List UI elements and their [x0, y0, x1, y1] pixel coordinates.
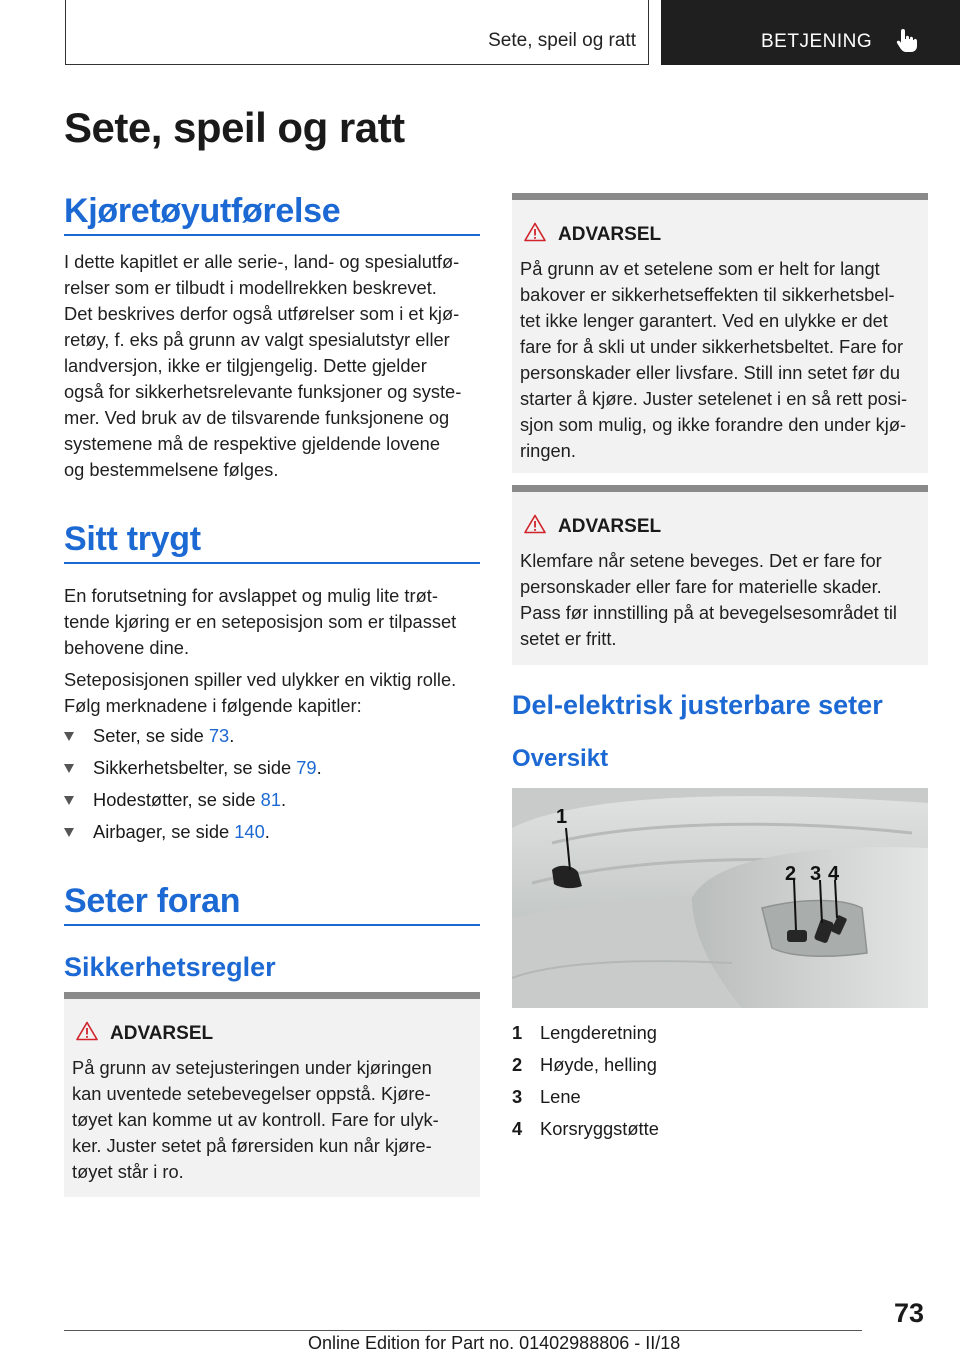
list-item: Seter, se side 73.	[64, 723, 480, 755]
warning-box-2	[512, 193, 928, 473]
warning-triangle-icon	[524, 222, 546, 242]
triangle-bullet-icon	[64, 764, 74, 773]
section-heading-front-seats: Seter foran	[64, 882, 241, 920]
section-heading-sit-safely: Sitt trygt	[64, 520, 201, 558]
warning-text: På grunn av setejusteringen under kjøringen kan uventede setebevegelser oppstå. Kjøre- tøyet kan komme ut av kontroll. Fare for ulyk- ker. Juster setet på førersiden kun når kjøre- tøyet står i ro.	[72, 1057, 439, 1182]
triangle-bullet-icon	[64, 828, 74, 837]
subsection-heading-electric-seats: Del-elektrisk justerbare seter	[512, 690, 883, 720]
page-number: 73	[894, 1298, 925, 1328]
sit-safely-paragraph-1: En forutsetning for avslappet og mulig lite trøt- tende kjøring er en seteposisjon som er tilpasset behovene dine.	[64, 585, 457, 658]
header-chapter-tab	[661, 0, 960, 65]
list-item: Hodestøtter, se side 81.	[64, 787, 480, 819]
figure-callout-1: 1	[556, 806, 568, 828]
page-link[interactable]: 81	[260, 789, 281, 810]
warning-box-3	[512, 485, 928, 665]
warning-triangle-icon	[524, 514, 546, 534]
seat-drawing	[512, 788, 928, 1008]
warning-text: På grunn av et setelene som er helt for langt bakover er sikkerhetseffekten til sikkerhetsbel- tet ikke lenger garantert. Ved en ulykke er det fare for å skli ut under sikkerhetsbeltet. Fare for personskader eller livsfare. Still inn setet før du starter å kjøre. Juster setelenet i en så rett posi- sjon som mulig, og ikke forandre den under kjø- ringen.	[520, 258, 908, 461]
warning-triangle-icon	[76, 1021, 98, 1041]
figure-callout-3: 3	[810, 863, 822, 885]
section-rule	[64, 924, 480, 926]
warning-title: ADVARSEL	[558, 516, 662, 537]
hand-pointer-icon	[893, 26, 921, 54]
header-section-label: Sete, speil og ratt	[488, 30, 636, 51]
triangle-bullet-icon	[64, 732, 74, 741]
header-section-tab	[65, 0, 649, 65]
figure-callout-2: 2	[785, 863, 797, 885]
header-chapter-label: BETJENING	[761, 31, 873, 52]
section-rule	[64, 562, 480, 564]
warning-box-1	[64, 992, 480, 1197]
warning-title: ADVARSEL	[558, 224, 662, 245]
footer-rule	[64, 1330, 862, 1331]
page-link[interactable]: 140	[234, 821, 265, 842]
page-title: Sete, speil og ratt	[64, 104, 405, 151]
figure-legend	[512, 1020, 928, 1148]
subsection-heading-safety-rules: Sikkerhetsregler	[64, 952, 276, 982]
chapter-reference-list	[64, 723, 480, 851]
edition-line: Online Edition for Part no. 01402988806 - II/18	[308, 1333, 681, 1353]
list-item: 1 Lengderetning	[512, 1022, 657, 1043]
warning-text: Klemfare når setene beveges. Det er fare for personskader eller fare for materielle skader. Pass før innstilling på at bevegelsesområdet til setet er fritt.	[520, 550, 897, 649]
triangle-bullet-icon	[64, 796, 74, 805]
list-item: Airbager, se side 140.	[64, 819, 480, 851]
sit-safely-paragraph-2: Seteposisjonen spiller ved ulykker en viktig rolle. Følg merknadene i følgende kapitler:	[64, 669, 457, 716]
page-link[interactable]: 73	[208, 725, 230, 746]
list-item: 4 Korsryggstøtte	[512, 1118, 659, 1139]
vehicle-version-paragraph: I dette kapitlet er alle serie-, land- og spesialutfø- relser som er tilbudt i modellrekken beskrevet. Det beskrives derfor også utførelser som i et kjø- retøy, f. eks på grunn av valgt spesialutstyr eller landversjon, ikke er tilgjengelig. Dette gjelder også for sikkerhetsrelevante funksjoner og syste- mer. Ved bruk av de tilsvarende funksjonene og systemene må de respektive gjeldende lovene og bestemmelsene følges.	[64, 251, 462, 480]
section-heading-vehicle-version: Kjøretøyutførelse	[64, 192, 341, 230]
list-item: Sikkerhetsbelter, se side 79.	[64, 755, 480, 787]
figure-callout-4: 4	[828, 863, 840, 885]
seat-controls-illustration	[512, 788, 928, 1008]
section-rule	[64, 234, 480, 236]
subsection-heading-overview: Oversikt	[512, 745, 609, 772]
list-item: 2 Høyde, helling	[512, 1054, 657, 1075]
list-item: 3 Lene	[512, 1086, 581, 1107]
warning-title: ADVARSEL	[110, 1023, 214, 1044]
page-link[interactable]: 79	[296, 757, 317, 778]
